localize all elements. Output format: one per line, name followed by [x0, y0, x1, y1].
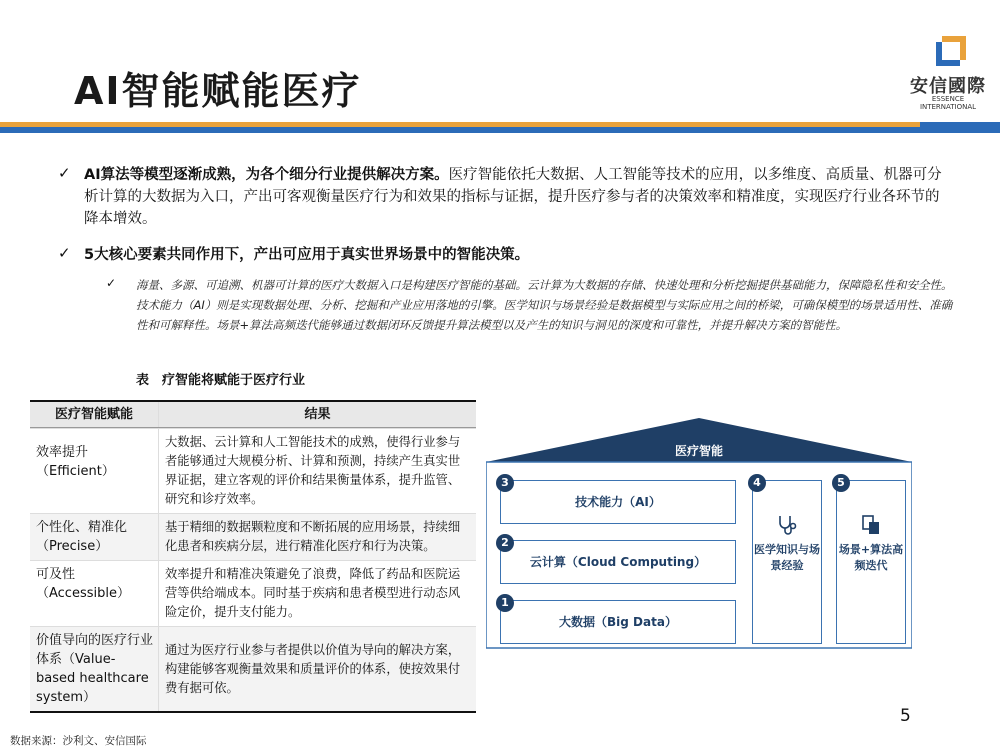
table-row	[30, 626, 476, 711]
table-cell: 效率提升和精准决策避免了浪费，降低了药品和医院运营等供给端成本。同时基于疾病和患者模型进行动态风险定价，提升支付能力。	[158, 561, 476, 626]
roof-label: 医疗智能	[674, 444, 723, 458]
table-cell: 价值导向的医疗行业体系（Value-based healthcare system）	[36, 633, 154, 705]
bullet-1-bold: AI算法等模型逐渐成熟，为各个细分行业提供解决方案。	[84, 167, 449, 183]
check-icon: ✓	[58, 244, 71, 262]
bullet-1	[84, 164, 944, 230]
documents-icon	[860, 514, 882, 536]
table-row	[30, 428, 476, 513]
header-rule-blue-end	[920, 122, 1000, 133]
table-cell: 基于精细的数据颗粒度和不断拓展的应用场景，持续细化患者和疾病分层，进行精准化医疗和行为决策。	[158, 514, 476, 560]
badge-3: 3	[496, 474, 514, 492]
badge-5: 5	[832, 474, 850, 492]
table-cell: 大数据、云计算和人工智能技术的成熟，使得行业参与者能够通过大规模分析、计算和预测，持续产生真实世界证据，建立客观的评价和结果衡量体系，提升监管、研究和诊疗效率。	[158, 429, 476, 513]
page-title: AI智能赋能医疗	[74, 69, 362, 113]
bullet-2: 5大核心要素共同作用下，产出可应用于真实世界场景中的智能决策。	[84, 247, 530, 263]
header-rule-blue	[0, 127, 1000, 133]
bullet-1-text: 医疗智能依托大数据、人工智能等技术的应用，以多维度、高质量、机器可分析计算的大数据为入口，产出可客观衡量医疗行为和效果的指标与证据，提升医疗参与者的决策效率和精准度，实现医疗行业各环节的降本增效。	[84, 167, 942, 227]
table-caption: 表 疗智能将赋能于医疗行业	[136, 373, 306, 388]
logo-mark-icon	[936, 36, 966, 66]
company-logo	[905, 36, 991, 111]
pillar-bigdata-label: 大数据（Big Data）	[559, 615, 677, 629]
check-icon: ✓	[106, 276, 117, 290]
badge-1: 1	[496, 594, 514, 612]
table-header-row	[30, 402, 476, 428]
data-source: 数据来源：沙利文、安信国际	[10, 735, 147, 747]
table-row	[30, 513, 476, 560]
pillar-cloud-label: 云计算（Cloud Computing）	[529, 555, 707, 569]
pillar-ai-label: 技术能力（AI）	[575, 495, 661, 509]
table-header-cell: 结果	[158, 402, 476, 427]
table-cell: 可及性（Accessible）	[36, 567, 130, 601]
page-number: 5	[900, 706, 911, 726]
sub-bullet-text: 海量、多源、可追溯、机器可计算的医疗大数据入口是构建医疗智能的基础。云计算为大数据的存储、快速处理和分析挖掘提供基础能力，保障隐私性和安全性。技术能力（AI）则是实现数据处理、分析、挖掘和产业应用落地的引擎。医学知识与场景经验是数据模型与实际应用之间的桥梁，可确保模型的场景适用性、准确性和可解释性。场景+算法高频迭代能够通过数据闭环反馈提升算法模型以及产生的知识与洞见的深度和可靠性，并提升解决方案的智能性。	[136, 278, 953, 332]
table-cell: 通过为医疗行业参与者提供以价值为导向的解决方案，构建能够客观衡量效果和质量评价的体系，使按效果付费有据可依。	[158, 627, 476, 711]
badge-4: 4	[748, 474, 766, 492]
logo-text-en: ESSENCE INTERNATIONAL	[919, 95, 977, 111]
pillar-iteration-label: 场景+算法高频迭代	[838, 543, 904, 572]
table-cell: 效率提升（Efficient）	[36, 445, 115, 479]
stethoscope-icon	[776, 514, 798, 536]
check-icon: ✓	[58, 164, 71, 182]
data-table	[30, 400, 476, 713]
table-row	[30, 560, 476, 626]
pillar-medical-knowledge-label: 医学知识与场景经验	[754, 543, 820, 572]
badge-2: 2	[496, 534, 514, 552]
table-header-cell: 医疗智能赋能	[54, 407, 133, 422]
medical-ai-diagram	[486, 418, 912, 650]
logo-text-cn: 安信國際	[910, 76, 986, 97]
table-cell: 个性化、精准化（Precise）	[36, 520, 128, 554]
